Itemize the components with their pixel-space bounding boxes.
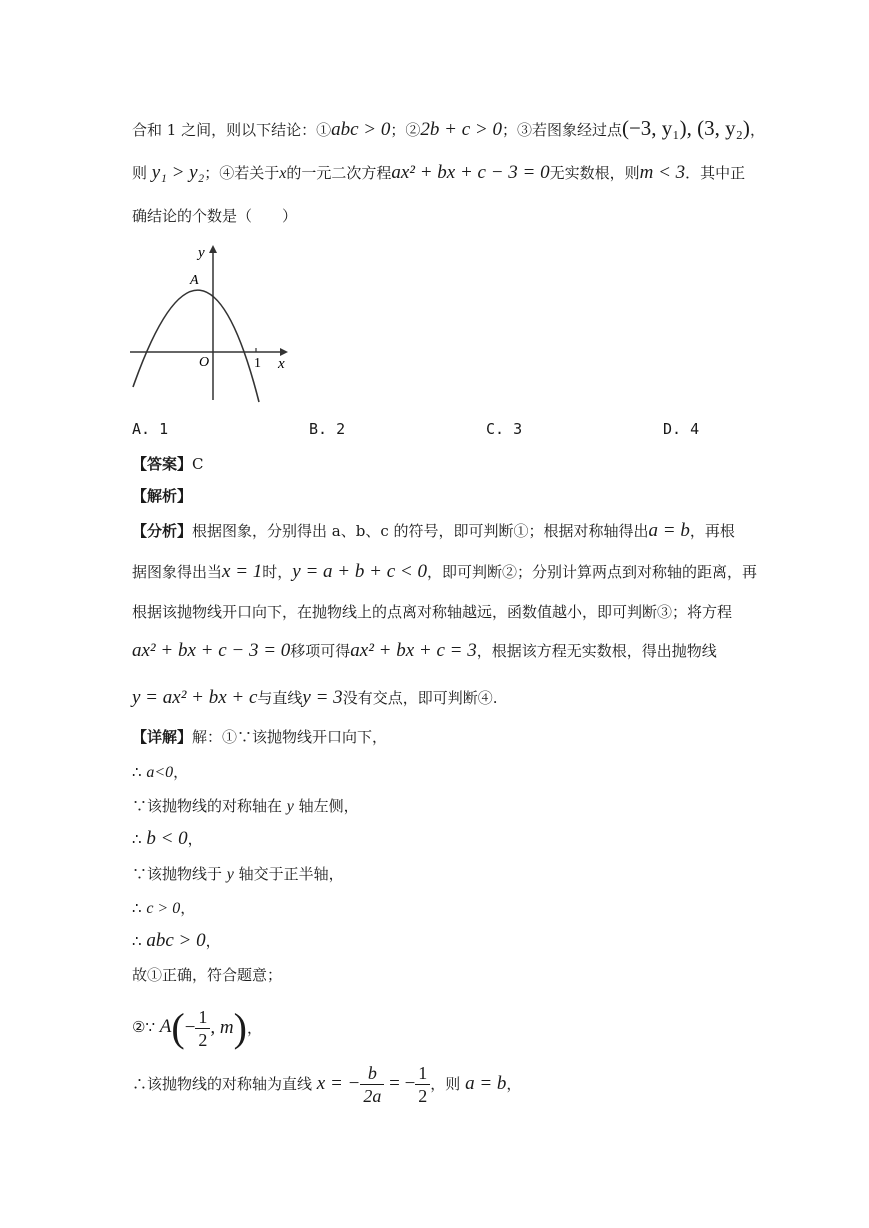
- fraction-half: $\frac{1}{2}$: [195, 1006, 210, 1051]
- y-axis-label: y: [198, 245, 205, 261]
- detail-line-1: 【详解】解：①∵该抛物线开口向下，: [132, 728, 388, 746]
- detail-line-5: ∵该抛物线于 y 轴交于正半轴，: [132, 865, 344, 883]
- x-axis-label: x: [278, 356, 285, 372]
- analysis-line-2: 据图象得出当x = 1时，y = a + b + c < 0，即可判断②；分别计算两点到对称轴的距离，再: [132, 561, 757, 582]
- answer-line: [132, 454, 204, 474]
- condition-1: abc > 0: [331, 119, 391, 140]
- condition-2: 2b + c > 0: [420, 119, 502, 140]
- origin-label: O: [199, 355, 210, 370]
- parabola-graph: [128, 240, 293, 405]
- tick-label-1: 1: [254, 356, 261, 371]
- fraction-half-2: $\frac{1}{2}$: [415, 1062, 430, 1107]
- analysis-line-4: ax² + bx + c − 3 = 0移项可得ax² + bx + c = 3，根据该方程无实数根，得出抛物线: [132, 640, 717, 661]
- question-line-1: 合和 1 之间，则以下结论：①abc > 0；②2b + c > 0；③若图象经过点(−3, y₁), (3, y₂)，: [132, 116, 765, 140]
- detail-line-6: ∴ c > 0，: [132, 899, 196, 917]
- analysis-heading: 【解析】: [132, 487, 193, 505]
- analysis-line-5: y = ax² + bx + c与直线y = 3没有交点，即可判断④.: [132, 687, 498, 708]
- detail-line-4: ∴ b < 0，: [132, 828, 203, 849]
- detail-line-10: ∴该抛物线的对称轴为直线 x = − $\frac{b}{2a}$ = − $\frac{1}{2}$ ，则 a = b，: [132, 1062, 522, 1106]
- answer-value: C: [192, 455, 204, 473]
- right-paren: ): [233, 1005, 247, 1050]
- parabola-curve: [133, 290, 259, 402]
- vertex-label: A: [190, 273, 199, 288]
- option-b[interactable]: B. 2: [309, 420, 346, 438]
- question-line-2: 则 y₁ > y₂；④若关于x的一元二次方程ax² + bx + c − 3 = 0无实数根，则m < 3．其中正: [132, 162, 746, 183]
- analysis-line-3: 根据该抛物线开口向下，在抛物线上的点离对称轴越远，函数值越小，即可判断③；将方程: [132, 603, 733, 621]
- fraction-b-over-2a: $\frac{b}{2a}$: [360, 1062, 384, 1107]
- condition-3: y₁ > y₂: [151, 162, 205, 183]
- detail-line-9: ②∵ A(− $\frac{1}{2}$ , m)，: [132, 1005, 262, 1050]
- option-d[interactable]: D. 4: [663, 420, 700, 438]
- answer-tag: 【答案】: [132, 455, 193, 473]
- equation: ax² + bx + c − 3 = 0: [391, 162, 550, 183]
- detail-line-2: ∴ a<0，: [132, 763, 189, 781]
- question-line-3: 确结论的个数是（ ）: [132, 207, 298, 225]
- detail-line-8: 故①正确，符合题意；: [132, 966, 283, 984]
- detail-line-7: ∴ abc > 0，: [132, 930, 221, 951]
- option-a[interactable]: A. 1: [132, 420, 169, 438]
- detail-line-3: ∵该抛物线的对称轴在 y 轴左侧，: [132, 797, 359, 815]
- y-axis-arrow-icon: [209, 245, 217, 253]
- left-paren: (: [171, 1005, 185, 1050]
- x-axis-arrow-icon: [280, 348, 288, 356]
- condition-3-points: (−3, y₁), (3, y₂): [621, 116, 750, 140]
- option-c[interactable]: C. 3: [486, 420, 523, 438]
- analysis-line-1: 【分析】根据图象，分别得出 a、b、c 的符号，即可判断①；根据对称轴得出a = b，再根: [132, 520, 735, 541]
